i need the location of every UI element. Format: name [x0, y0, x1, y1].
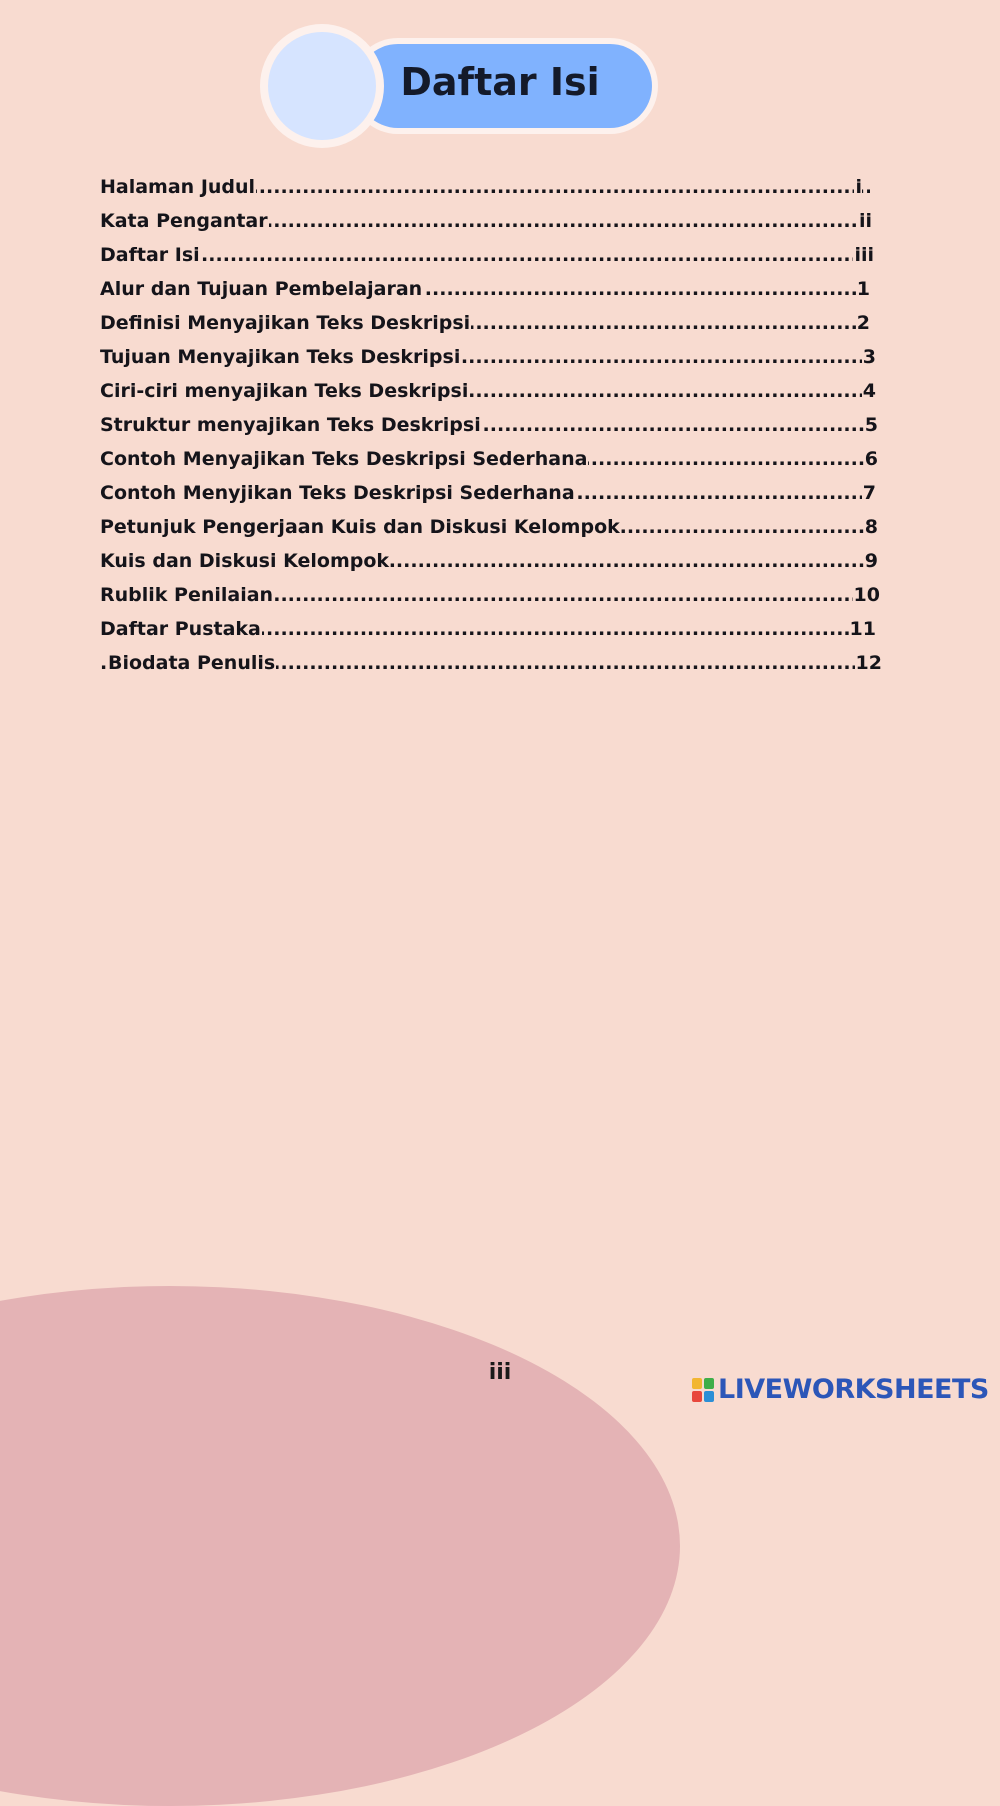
- toc-entry[interactable]: [100, 204, 890, 238]
- toc-entry-title: Tujuan Menyajikan Teks Deskripsi: [100, 346, 461, 368]
- page-number: iii: [488, 1360, 512, 1385]
- toc-entry-page: 7: [862, 476, 876, 510]
- toc-entry-title: Rublik Penilaian: [100, 584, 274, 606]
- liveworksheets-logo[interactable]: [692, 1372, 989, 1408]
- toc-entry-title: Contoh Menyjikan Teks Deskripsi Sederhana: [100, 482, 575, 504]
- title-circle: [268, 32, 376, 140]
- toc-entry[interactable]: [100, 476, 890, 510]
- toc-entry-page: iii: [853, 238, 874, 272]
- toc-entry[interactable]: [100, 510, 890, 544]
- toc-entry[interactable]: [100, 544, 890, 578]
- toc-entry-page: 11: [849, 612, 876, 646]
- table-of-contents: [100, 170, 890, 680]
- toc-entry-page: i: [854, 170, 862, 204]
- toc-entry-title: Ciri-ciri menyajikan Teks Deskripsi: [100, 380, 469, 402]
- toc-entry-page: 3: [862, 340, 876, 374]
- toc-entry-title: Kuis dan Diskusi Kelompok: [100, 550, 390, 572]
- leader-dots: [100, 238, 870, 272]
- toc-entry-title: Biodata Penulis: [108, 652, 276, 674]
- toc-entry-page: 8: [864, 510, 878, 544]
- toc-entry[interactable]: [100, 238, 890, 272]
- toc-entry[interactable]: [100, 306, 890, 340]
- toc-entry-title: Daftar Isi: [100, 244, 200, 266]
- toc-entry-page: ii: [858, 204, 872, 238]
- liveworksheets-logo-icon: [692, 1378, 714, 1402]
- toc-entry-title: Alur dan Tujuan Pembelajaran: [100, 278, 423, 300]
- toc-entry-page: 12: [855, 646, 882, 680]
- toc-entry[interactable]: [100, 340, 890, 374]
- toc-entry-page: 6: [864, 442, 878, 476]
- toc-entry[interactable]: [100, 442, 890, 476]
- liveworksheets-logo-text: LIVEWORKSHEETS: [718, 1374, 989, 1405]
- toc-entry-page: 5: [864, 408, 878, 442]
- toc-entry-title: Contoh Menyajikan Teks Deskripsi Sederhana: [100, 448, 588, 470]
- toc-entry-page: 9: [864, 544, 878, 578]
- toc-entry[interactable]: [100, 272, 890, 306]
- page-title: Daftar Isi: [400, 60, 600, 104]
- toc-entry-page: 10: [853, 578, 880, 612]
- toc-entry-page: 1: [856, 272, 870, 306]
- toc-entry-page: 2: [856, 306, 870, 340]
- toc-entry-page: 4: [862, 374, 876, 408]
- toc-entry-title: Daftar Pustaka: [100, 618, 261, 640]
- toc-entry-title: Petunjuk Pengerjaan Kuis dan Diskusi Kelompok: [100, 516, 620, 538]
- toc-entry[interactable]: [100, 170, 890, 204]
- toc-entry-title: Definisi Menyajikan Teks Deskripsi: [100, 312, 471, 334]
- toc-entry[interactable]: [100, 646, 890, 680]
- toc-entry[interactable]: [100, 578, 890, 612]
- toc-entry[interactable]: [100, 612, 890, 646]
- toc-entry-title: Struktur menyajikan Teks Deskripsi: [100, 414, 481, 436]
- decorative-blob: [0, 1286, 680, 1806]
- toc-entry[interactable]: [100, 408, 890, 442]
- toc-entry-title: Halaman Judul: [100, 176, 256, 198]
- toc-entry[interactable]: [100, 374, 890, 408]
- toc-entry-title: Kata Pengantar: [100, 210, 268, 232]
